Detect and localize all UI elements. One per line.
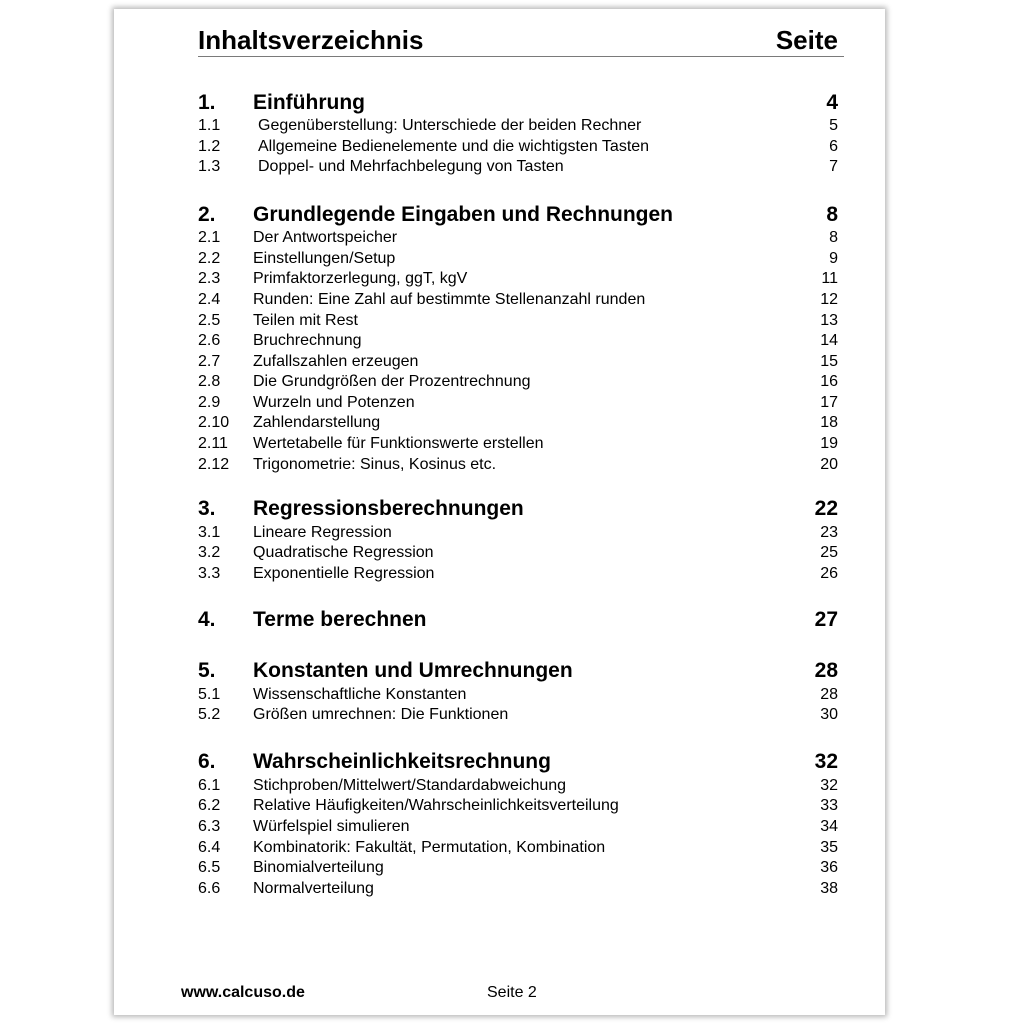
entry-title: Lineare Regression <box>253 524 392 541</box>
document-page <box>114 9 885 1015</box>
entry-title: Primfaktorzerlegung, ggT, kgV <box>253 270 468 287</box>
toc-entry <box>198 290 838 310</box>
entry-title: Kombinatorik: Fakultät, Permutation, Kombination <box>253 839 606 856</box>
entry-number: 1.1 <box>198 117 221 134</box>
chapter-heading <box>198 658 838 684</box>
entry-page: 32 <box>820 777 838 794</box>
entry-number: 2.4 <box>198 291 221 308</box>
toc-entry <box>198 879 838 899</box>
toc-entry <box>198 372 838 392</box>
footer-website-link[interactable]: www.calcuso.de <box>181 984 305 1001</box>
entry-page: 9 <box>829 250 838 267</box>
entry-number: 2.2 <box>198 250 221 267</box>
toc-entry <box>198 455 838 475</box>
toc-entry <box>198 434 838 454</box>
toc-entry <box>198 796 838 816</box>
entry-title: Zufallszahlen erzeugen <box>253 353 419 370</box>
entry-page: 36 <box>820 859 838 876</box>
entry-number: 1.2 <box>198 138 221 155</box>
toc-entry <box>198 543 838 563</box>
entry-title: Normalverteilung <box>253 880 374 897</box>
chapter-number: 2. <box>198 203 216 226</box>
chapter-title: Konstanten und Umrechnungen <box>253 659 573 682</box>
chapter-number: 4. <box>198 608 216 631</box>
entry-number: 2.8 <box>198 373 221 390</box>
entry-page: 33 <box>820 797 838 814</box>
entry-title: Exponentielle Regression <box>253 565 435 582</box>
entry-page: 26 <box>820 565 838 582</box>
toc-entry <box>198 413 838 433</box>
chapter-title: Terme berechnen <box>253 608 427 631</box>
entry-number: 6.4 <box>198 839 221 856</box>
entry-number: 2.11 <box>198 435 228 452</box>
footer-page-number: Seite 2 <box>487 984 537 1001</box>
entry-number: 2.5 <box>198 312 221 329</box>
chapter-page: 22 <box>814 497 838 520</box>
entry-number: 6.3 <box>198 818 221 835</box>
page-title: Inhaltsverzeichnis <box>198 25 424 55</box>
chapter-title: Wahrscheinlichkeitsrechnung <box>253 750 551 773</box>
entry-number: 2.10 <box>198 414 230 431</box>
chapter-number: 3. <box>198 497 216 520</box>
entry-title: Runden: Eine Zahl auf bestimmte Stellenanzahl runden <box>253 291 646 308</box>
entry-page: 5 <box>829 117 838 134</box>
chapter-title: Grundlegende Eingaben und Rechnungen <box>253 203 674 226</box>
entry-page: 18 <box>820 414 838 431</box>
entry-title: Binomialverteilung <box>253 859 384 876</box>
toc-entry <box>198 311 838 331</box>
entry-number: 2.7 <box>198 353 221 370</box>
entry-number: 5.2 <box>198 706 221 723</box>
entry-page: 34 <box>820 818 838 835</box>
chapter-heading <box>198 607 838 633</box>
toc-entry <box>198 393 838 413</box>
toc-entry <box>198 269 838 289</box>
chapter-heading <box>198 749 838 775</box>
entry-page: 7 <box>829 158 838 175</box>
entry-page: 35 <box>820 839 838 856</box>
entry-page: 12 <box>820 291 838 308</box>
entry-number: 6.1 <box>198 777 221 794</box>
chapter-title: Einführung <box>253 91 365 114</box>
entry-page: 15 <box>820 353 838 370</box>
toc-entry <box>198 157 838 177</box>
entry-page: 11 <box>821 270 838 287</box>
toc-entry <box>198 116 838 136</box>
entry-title: Teilen mit Rest <box>253 312 358 329</box>
entry-number: 2.9 <box>198 394 221 411</box>
toc-entry <box>198 838 838 858</box>
entry-number: 5.1 <box>198 686 221 703</box>
chapter-number: 6. <box>198 750 216 773</box>
entry-title: Stichproben/Mittelwert/Standardabweichung <box>253 777 567 794</box>
chapter-page: 8 <box>826 203 838 226</box>
entry-number: 6.5 <box>198 859 221 876</box>
chapter-page: 4 <box>826 91 838 114</box>
entry-number: 2.1 <box>198 229 221 246</box>
toc-entry <box>198 523 838 543</box>
chapter-heading <box>198 496 838 522</box>
chapter-number: 1. <box>198 91 216 114</box>
entry-page: 6 <box>829 138 838 155</box>
entry-number: 6.2 <box>198 797 221 814</box>
chapter-number: 5. <box>198 659 216 682</box>
entry-page: 19 <box>820 435 838 452</box>
entry-page: 8 <box>829 229 838 246</box>
toc-entry <box>198 249 838 269</box>
entry-page: 20 <box>820 456 838 473</box>
entry-number: 1.3 <box>198 158 221 175</box>
toc-entry <box>198 137 838 157</box>
toc-header <box>198 24 844 57</box>
toc-entry <box>198 352 838 372</box>
entry-title: Bruchrechnung <box>253 332 362 349</box>
entry-title: Trigonometrie: Sinus, Kosinus etc. <box>253 456 497 473</box>
toc-entry <box>198 858 838 878</box>
entry-title: Größen umrechnen: Die Funktionen <box>253 706 509 723</box>
entry-title: Wertetabelle für Funktionswerte erstellen <box>253 435 544 452</box>
page-column-label: Seite <box>775 25 838 55</box>
entry-title: Relative Häufigkeiten/Wahrscheinlichkeitsverteilung <box>253 797 619 814</box>
chapter-page: 32 <box>814 750 838 773</box>
toc-entry <box>198 331 838 351</box>
toc-entry <box>198 817 838 837</box>
entry-number: 3.3 <box>198 565 221 582</box>
toc-entry <box>198 228 838 248</box>
entry-page: 14 <box>820 332 838 349</box>
chapter-page: 28 <box>814 659 838 682</box>
entry-title: Der Antwortspeicher <box>253 229 398 246</box>
entry-title: Allgemeine Bedienelemente und die wichtigsten Tasten <box>258 138 650 155</box>
chapter-page: 27 <box>814 608 838 631</box>
entry-page: 13 <box>820 312 838 329</box>
entry-title: Wurzeln und Potenzen <box>253 394 415 411</box>
toc-entry <box>198 685 838 705</box>
entry-page: 23 <box>820 524 838 541</box>
entry-title: Die Grundgrößen der Prozentrechnung <box>253 373 531 390</box>
entry-page: 30 <box>820 706 838 723</box>
entry-title: Einstellungen/Setup <box>253 250 396 267</box>
toc-entry <box>198 705 838 725</box>
entry-page: 25 <box>820 544 838 561</box>
entry-page: 16 <box>820 373 838 390</box>
entry-page: 17 <box>820 394 838 411</box>
entry-title: Doppel- und Mehrfachbelegung von Tasten <box>258 158 564 175</box>
chapter-heading <box>198 202 838 228</box>
entry-title: Wissenschaftliche Konstanten <box>253 686 467 703</box>
chapter-title: Regressionsberechnungen <box>253 497 524 520</box>
entry-number: 6.6 <box>198 880 221 897</box>
entry-title: Quadratische Regression <box>253 544 434 561</box>
entry-page: 38 <box>820 880 838 897</box>
chapter-heading <box>198 90 838 116</box>
entry-title: Würfelspiel simulieren <box>253 818 410 835</box>
entry-number: 3.1 <box>198 524 221 541</box>
entry-number: 3.2 <box>198 544 221 561</box>
entry-number: 2.3 <box>198 270 221 287</box>
toc-entry <box>198 776 838 796</box>
entry-title: Zahlendarstellung <box>253 414 381 431</box>
entry-page: 28 <box>820 686 838 703</box>
entry-title: Gegenüberstellung: Unterschiede der beiden Rechner <box>258 117 642 134</box>
entry-number: 2.12 <box>198 456 230 473</box>
entry-number: 2.6 <box>198 332 221 349</box>
toc-entry <box>198 564 838 584</box>
